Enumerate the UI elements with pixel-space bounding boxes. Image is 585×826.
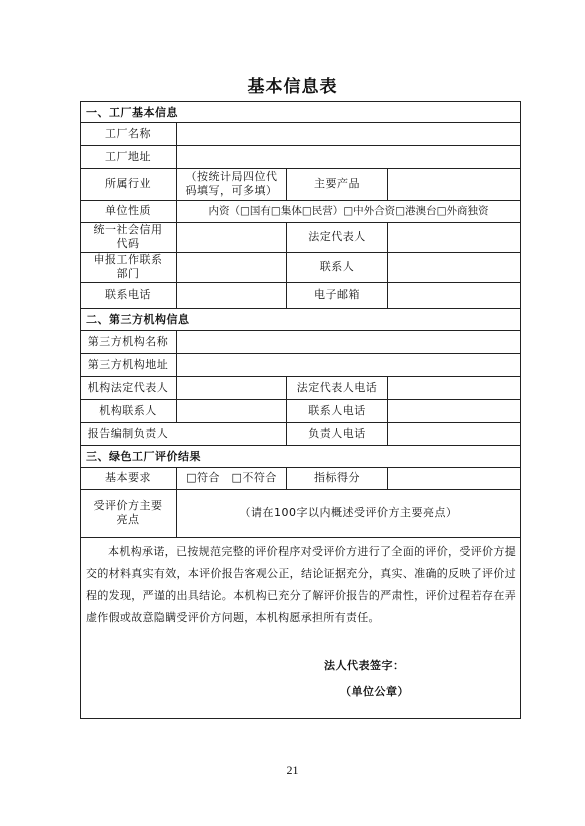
section-heading-evaluation: 三、绿色工厂评价结果	[86, 450, 201, 463]
phone-label: 联系电话	[105, 288, 151, 301]
contact-phone-label: 联系人电话	[308, 403, 366, 417]
credit-code-label: 统一社会信用代码	[93, 223, 163, 250]
email-label: 电子邮箱	[314, 288, 360, 301]
org-name-label: 第三方机构名称	[87, 334, 169, 348]
contact-dept-label: 申报工作联系部门	[93, 253, 163, 280]
basic-requirement-options: □符合 □不符合	[186, 471, 277, 484]
industry-label: 所属行业	[105, 177, 151, 190]
basic-requirement-label: 基本要求	[105, 471, 151, 484]
report-lead-label: 报告编制负责人	[87, 426, 169, 440]
unit-nature-options: 内资（□国有□集体□民营）□中外合资□港澳台□外商独资	[208, 205, 489, 217]
score-label: 指标得分	[314, 471, 360, 484]
commitment-text: 本机构承诺，已按规范完整的评价程序对受评价方进行了全面的评价，受评价方提交的材料真实有效，本评价报告客观公正，结论证据充分，真实、准确的反映了评价过程的发现，严谨的出具结论。本机构已充分了解评价报告的严肃性，评价过程若存在弄虚作假或故意隐瞒受评价方问题，本机构愿承担所有责任。	[86, 545, 516, 624]
unit-nature-label: 单位性质	[105, 204, 151, 217]
factory-name-label: 工厂名称	[105, 126, 151, 140]
main-products-label: 主要产品	[314, 177, 360, 190]
legal-rep-label: 法定代表人	[308, 230, 366, 243]
section-heading-factory: 一、工厂基本信息	[86, 105, 178, 119]
page-title: 基本信息表	[247, 77, 338, 97]
lead-phone-label: 负责人电话	[308, 426, 366, 440]
industry-hint: （按统计局四位代码填写，可多填）	[185, 170, 278, 197]
org-legal-rep-label: 机构法定代表人	[87, 380, 169, 394]
legal-rep-phone-label: 法定代表人电话	[296, 380, 378, 394]
basic-info-table	[80, 101, 521, 719]
org-contact-label: 机构联系人	[99, 403, 157, 417]
page-number: 21	[286, 763, 299, 777]
highlights-hint: （请在100字以内概述受评价方主要亮点）	[239, 506, 458, 519]
contact-person-label: 联系人	[319, 260, 355, 273]
signature-label: 法人代表签字：	[324, 659, 405, 672]
org-address-label: 第三方机构地址	[87, 357, 169, 371]
seal-label: （单位公章）	[340, 685, 409, 698]
highlights-label: 受评价方主要亮点	[93, 499, 163, 526]
factory-address-label: 工厂地址	[105, 149, 151, 163]
section-heading-third-party: 二、第三方机构信息	[86, 313, 190, 326]
